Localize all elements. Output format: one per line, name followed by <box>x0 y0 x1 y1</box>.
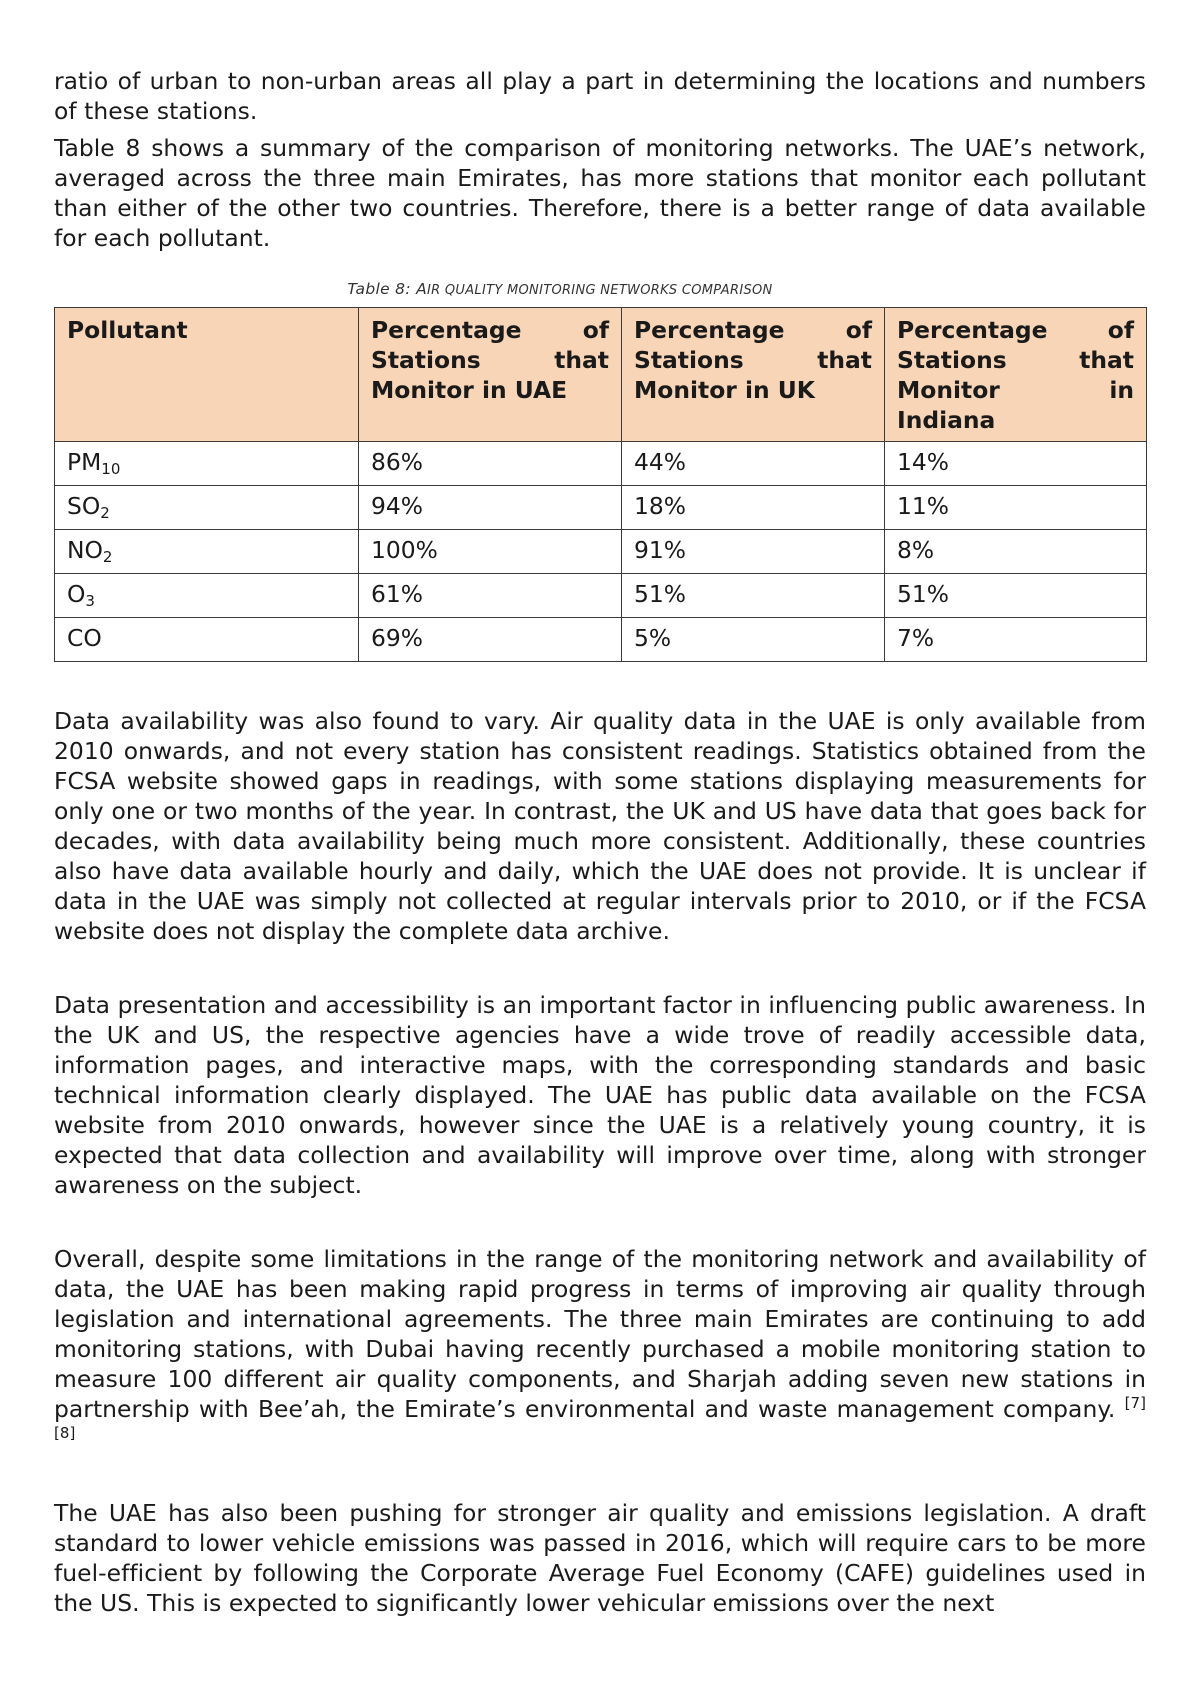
cell-indiana-percentage: 8% <box>885 530 1147 574</box>
pollutant-subscript: 2 <box>100 504 110 522</box>
document-page <box>54 66 1146 1618</box>
pollutant-subscript: 3 <box>85 592 95 610</box>
paragraph-stations-intro: ratio of urban to non-urban areas all play a part in determining the locations and numbers of these stations. <box>54 67 1146 125</box>
cell-uk-percentage: 44% <box>622 442 885 486</box>
table-caption-prefix: Table 8: A <box>347 280 427 298</box>
cell-pollutant <box>55 574 359 618</box>
table-body <box>55 442 1147 662</box>
header-indiana: Percentage of Stations that Monitor in Indiana <box>885 308 1147 442</box>
table-row <box>55 618 1147 662</box>
cell-indiana-percentage: 7% <box>885 618 1147 662</box>
table-row <box>55 486 1147 530</box>
table-row <box>55 442 1147 486</box>
header-uk: Percentage of Stations that Monitor in UK <box>622 308 885 442</box>
table-caption <box>54 279 1146 301</box>
table-header-row <box>55 308 1147 442</box>
cell-pollutant <box>55 442 359 486</box>
cell-uae-percentage: 61% <box>359 574 622 618</box>
pollutant-name: O <box>67 580 86 608</box>
pollutant-name: PM <box>67 448 102 476</box>
citation-reference: [7][8] <box>54 1394 1146 1442</box>
paragraph-legislation: The UAE has also been pushing for stronger air quality and emissions legislation. A draft standard to lower vehicle emissions was passed in 2016, which will require cars to be more fuel-efficient by following the Corporate Average Fuel Economy (CAFE) guidelines used in the US. This is expected to significantly lower vehicular emissions over the next <box>54 1499 1146 1617</box>
header-uae: Percentage of Stations that Monitor in UAE <box>359 308 622 442</box>
cell-uae-percentage: 100% <box>359 530 622 574</box>
cell-uae-percentage: 86% <box>359 442 622 486</box>
table-caption-rest: IR QUALITY MONITORING NETWORKS COMPARISON <box>426 283 773 298</box>
paragraph-data-presentation: Data presentation and accessibility is an important factor in influencing public awareness. In the UK and US, the respective agencies have a wide trove of readily accessible data, information pages, and interactive maps, with the corresponding standards and basic technical information clearly displayed. The UAE has public data available on the FCSA website from 2010 onwards, however since the UAE is a relatively young country, it is expected that data collection and availability will improve over time, along with stronger awareness on the subject. <box>54 991 1146 1199</box>
cell-uk-percentage: 91% <box>622 530 885 574</box>
cell-uk-percentage: 51% <box>622 574 885 618</box>
header-pollutant: Pollutant <box>55 308 359 442</box>
cell-pollutant <box>55 530 359 574</box>
cell-uk-percentage: 18% <box>622 486 885 530</box>
cell-uk-percentage: 5% <box>622 618 885 662</box>
pollutant-subscript: 10 <box>101 460 121 478</box>
pollutant-name: SO <box>67 492 101 520</box>
cell-indiana-percentage: 11% <box>885 486 1147 530</box>
table-row <box>55 530 1147 574</box>
cell-uae-percentage: 94% <box>359 486 622 530</box>
pollutant-name: CO <box>67 624 102 652</box>
paragraph-data-availability: Data availability was also found to vary. Air quality data in the UAE is only available from 2010 onwards, and not every station has consistent readings. Statistics obtained from the FCSA website showed gaps in readings, with some stations displaying measurements for only one or two months of the year. In contrast, the UK and US have data that goes back for decades, with data availability being much more consistent. Additionally, these countries also have data available hourly and daily, which the UAE does not provide. It is unclear if data in the UAE was simply not collected at regular intervals prior to 2010, or if the FCSA website does not display the complete data archive. <box>54 707 1146 945</box>
paragraph-table-summary: Table 8 shows a summary of the comparison of monitoring networks. The UAE’s network, averaged across the three main Emirates, has more stations that monitor each pollutant than either of the other two countries. Therefore, there is a better range of data available for each pollutant. <box>54 134 1146 252</box>
table-row <box>55 574 1147 618</box>
pollutant-subscript: 2 <box>102 548 113 566</box>
paragraph-overall-progress <box>54 1244 1146 1454</box>
cell-pollutant <box>55 486 359 530</box>
pollutant-name: NO <box>67 536 103 564</box>
cell-pollutant <box>55 618 359 662</box>
cell-indiana-percentage: 14% <box>885 442 1147 486</box>
paragraph-overall-text: Overall, despite some limitations in the range of the monitoring network and availability of data, the UAE has been making rapid progress in terms of improving air quality through legislation and international agreements. The three main Emirates are continuing to add monitoring stations, with Dubai having recently purchased a mobile monitoring station to measure 100 different air quality components, and Sharjah adding seven new stations in partnership with Bee’ah, the Emirate’s environmental and waste management company. <box>54 1245 1146 1423</box>
cell-uae-percentage: 69% <box>359 618 622 662</box>
monitoring-networks-table <box>54 307 1147 662</box>
cell-indiana-percentage: 51% <box>885 574 1147 618</box>
